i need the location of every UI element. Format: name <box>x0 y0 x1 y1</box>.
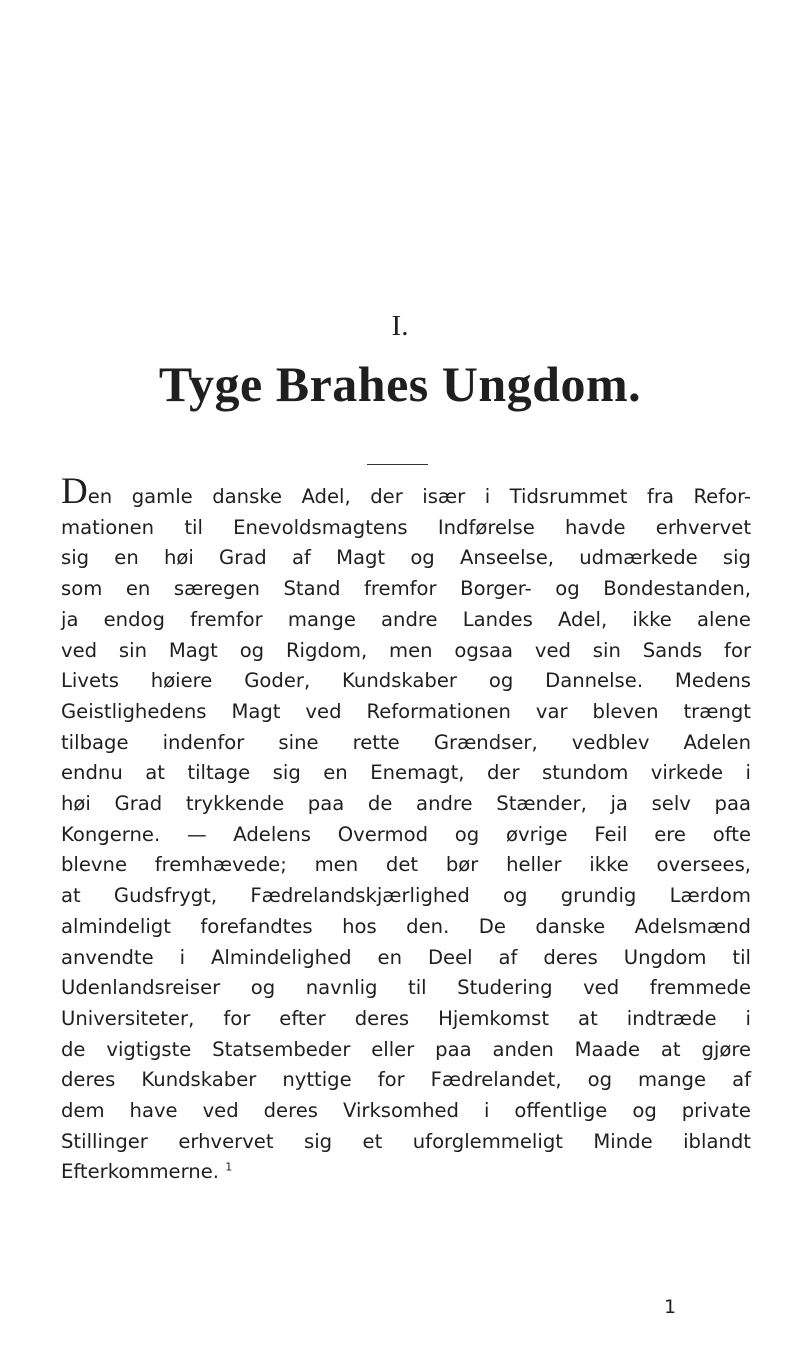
text-line: at Gudsfrygt, Fædrelandskjærlighed og grundig Lærdom <box>61 884 751 908</box>
text-line: Geistlighedens Magt ved Reformationen var bleven trængt <box>61 699 751 723</box>
text-line: deres Kundskaber nyttige for Fædrelandet, og mange af <box>61 1068 751 1092</box>
text-line: dem have ved deres Virksomhed i offentlige og private <box>61 1099 751 1123</box>
text-line: mationen til Enevoldsmagtens Indførelse havde erhvervet <box>61 515 751 539</box>
text-line-content: en gamle danske Adel, der især i Tidsrummet fra Refor- <box>87 485 751 508</box>
text-line: sig en høi Grad af Magt og Anseelse, udmærkede sig <box>61 546 751 570</box>
text-line: almindeligt forefandtes hos den. De danske Adelsmænd <box>61 914 751 938</box>
page-number: 1 <box>664 1296 677 1318</box>
text-line: Livets høiere Goder, Kundskaber og Dannelse. Medens <box>61 669 751 693</box>
text-line <box>61 1157 751 1188</box>
text-line: Udenlandsreiser og navnlig til Studering ved fremmede <box>61 976 751 1000</box>
text-line: Stillinger erhvervet sig et uforglemmeligt Minde iblandt <box>61 1129 751 1153</box>
text-line: anvendte i Almindelighed en Deel af deres Ungdom til <box>61 945 751 969</box>
text-line <box>61 471 751 513</box>
text-line: tilbage indenfor sine rette Grændser, vedblev Adelen <box>61 730 751 754</box>
title-divider <box>367 464 428 465</box>
text-line: endnu at tiltage sig en Enemagt, der stundom virkede i <box>61 761 751 785</box>
text-line: ved sin Magt og Rigdom, men ogsaa ved sin Sands for <box>61 638 751 662</box>
text-line: høi Grad trykkende paa de andre Stænder, ja selv paa <box>61 792 751 816</box>
text-line-content: Efterkommerne. <box>61 1160 220 1184</box>
chapter-title: Tyge Brahes Ungdom. <box>158 356 642 412</box>
text-line: blevne fremhævede; men det bør heller ikke oversees, <box>61 853 751 877</box>
chapter-number: I. <box>391 310 409 342</box>
footnote-marker[interactable]: 1 <box>225 1160 233 1174</box>
text-line: Universiteter, for efter deres Hjemkomst at indtræde i <box>61 1006 751 1030</box>
text-line: de vigtigste Statsembeder eller paa anden Maade at gjøre <box>61 1037 751 1061</box>
drop-initial: D <box>61 471 88 512</box>
body-paragraph <box>61 471 751 1188</box>
text-line: Kongerne. — Adelens Overmod og øvrige Feil ere ofte <box>61 822 751 846</box>
text-line: ja endog fremfor mange andre Landes Adel, ikke alene <box>61 607 751 631</box>
text-line: som en særegen Stand fremfor Borger- og Bondestanden, <box>61 577 751 601</box>
